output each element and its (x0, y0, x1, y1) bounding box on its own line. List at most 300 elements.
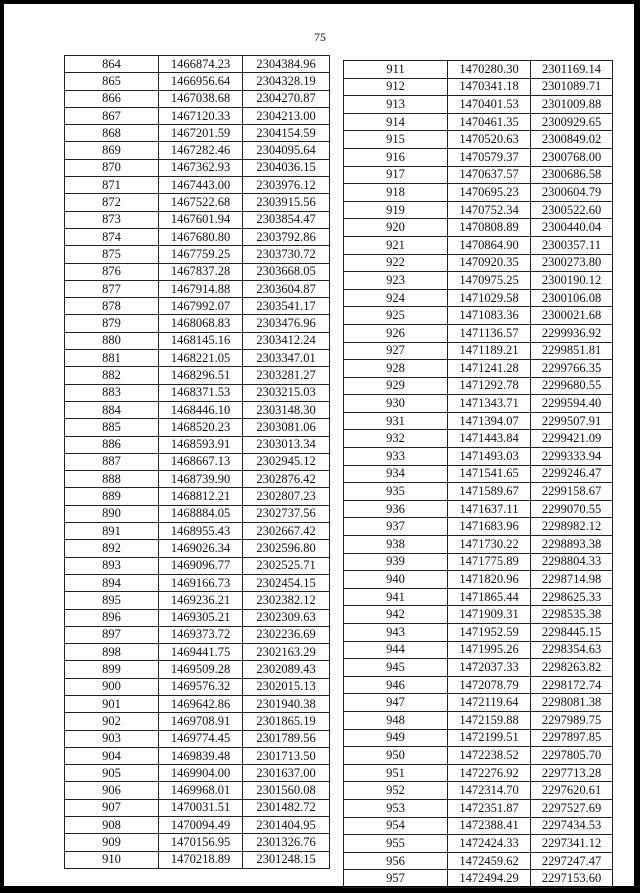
x-coordinate-cell: 1468221.05 (159, 350, 243, 367)
x-coordinate-cell: 1470579.37 (448, 148, 531, 166)
table-row (65, 488, 330, 505)
x-coordinate-cell: 1469236.21 (159, 592, 243, 609)
x-coordinate-cell: 1470520.63 (448, 131, 531, 149)
y-coordinate-cell: 2297153.60 (531, 870, 613, 888)
x-coordinate-cell: 1469096.77 (159, 557, 243, 574)
x-coordinate-cell: 1472199.51 (448, 729, 531, 747)
x-coordinate-cell: 1471541.65 (448, 465, 531, 483)
x-coordinate-cell: 1470808.89 (448, 219, 531, 237)
x-coordinate-cell: 1470218.89 (159, 851, 243, 868)
x-coordinate-cell: 1467914.88 (159, 280, 243, 297)
table-row (344, 61, 613, 79)
y-coordinate-cell: 2301482.72 (243, 799, 330, 816)
y-coordinate-cell: 2302309.63 (243, 609, 330, 626)
y-coordinate-cell: 2302454.15 (243, 574, 330, 591)
y-coordinate-cell: 2300106.08 (531, 289, 613, 307)
point-number-cell: 931 (344, 412, 448, 430)
table-row (65, 384, 330, 401)
x-coordinate-cell: 1469708.91 (159, 713, 243, 730)
table-row (65, 834, 330, 851)
y-coordinate-cell: 2302737.56 (243, 505, 330, 522)
x-coordinate-cell: 1469839.48 (159, 747, 243, 764)
y-coordinate-cell: 2300190.12 (531, 272, 613, 290)
point-number-cell: 928 (344, 360, 448, 378)
y-coordinate-cell: 2301009.88 (531, 96, 613, 114)
x-coordinate-cell: 1467759.25 (159, 246, 243, 263)
point-number-cell: 879 (65, 315, 159, 332)
table-row (65, 228, 330, 245)
table-row (65, 125, 330, 142)
table-row (65, 730, 330, 747)
point-number-cell: 914 (344, 113, 448, 131)
table-row (65, 678, 330, 695)
point-number-cell: 882 (65, 367, 159, 384)
point-number-cell: 934 (344, 465, 448, 483)
point-number-cell: 954 (344, 817, 448, 835)
x-coordinate-cell: 1471241.28 (448, 360, 531, 378)
table-row (65, 505, 330, 522)
table-row (344, 676, 613, 694)
x-coordinate-cell: 1468739.90 (159, 471, 243, 488)
y-coordinate-cell: 2298445.15 (531, 624, 613, 642)
table-row (344, 113, 613, 131)
point-number-cell: 907 (65, 799, 159, 816)
x-coordinate-cell: 1467282.46 (159, 142, 243, 159)
x-coordinate-cell: 1471343.71 (448, 395, 531, 413)
y-coordinate-cell: 2300273.80 (531, 254, 613, 272)
table-row (65, 557, 330, 574)
y-coordinate-cell: 2299421.09 (531, 430, 613, 448)
y-coordinate-cell: 2304095.64 (243, 142, 330, 159)
y-coordinate-cell: 2299333.94 (531, 448, 613, 466)
y-coordinate-cell: 2303148.30 (243, 401, 330, 418)
y-coordinate-cell: 2298714.98 (531, 571, 613, 589)
point-number-cell: 938 (344, 536, 448, 554)
x-coordinate-cell: 1472159.88 (448, 711, 531, 729)
x-coordinate-cell: 1472238.52 (448, 747, 531, 765)
point-number-cell: 871 (65, 177, 159, 194)
x-coordinate-cell: 1472037.33 (448, 659, 531, 677)
point-number-cell: 957 (344, 870, 448, 888)
x-coordinate-cell: 1467522.68 (159, 194, 243, 211)
x-coordinate-cell: 1470341.18 (448, 78, 531, 96)
point-number-cell: 925 (344, 307, 448, 325)
point-number-cell: 869 (65, 142, 159, 159)
table-row (344, 184, 613, 202)
y-coordinate-cell: 2299507.91 (531, 412, 613, 430)
y-coordinate-cell: 2304328.19 (243, 73, 330, 90)
point-number-cell: 898 (65, 644, 159, 661)
point-number-cell: 878 (65, 298, 159, 315)
table-row (65, 211, 330, 228)
table-row (344, 377, 613, 395)
table-row (65, 817, 330, 834)
table-row (344, 835, 613, 853)
y-coordinate-cell: 2302163.29 (243, 644, 330, 661)
x-coordinate-cell: 1471443.84 (448, 430, 531, 448)
y-coordinate-cell: 2298081.38 (531, 694, 613, 712)
point-number-cell: 899 (65, 661, 159, 678)
y-coordinate-cell: 2297713.28 (531, 764, 613, 782)
y-coordinate-cell: 2297805.70 (531, 747, 613, 765)
x-coordinate-cell: 1467443.00 (159, 177, 243, 194)
y-coordinate-cell: 2303347.01 (243, 350, 330, 367)
table-row (344, 96, 613, 114)
x-coordinate-cell: 1468296.51 (159, 367, 243, 384)
table-row (344, 588, 613, 606)
point-number-cell: 923 (344, 272, 448, 290)
x-coordinate-cell: 1468520.23 (159, 419, 243, 436)
point-number-cell: 894 (65, 574, 159, 591)
point-number-cell: 930 (344, 395, 448, 413)
table-row (344, 500, 613, 518)
y-coordinate-cell: 2304036.15 (243, 159, 330, 176)
x-coordinate-cell: 1468145.16 (159, 332, 243, 349)
y-coordinate-cell: 2300440.04 (531, 219, 613, 237)
point-number-cell: 949 (344, 729, 448, 747)
x-coordinate-cell: 1468812.21 (159, 488, 243, 505)
x-coordinate-cell: 1471394.07 (448, 412, 531, 430)
table-row (344, 272, 613, 290)
point-number-cell: 891 (65, 523, 159, 540)
point-number-cell: 909 (65, 834, 159, 851)
y-coordinate-cell: 2303476.96 (243, 315, 330, 332)
table-row (344, 219, 613, 237)
point-number-cell: 904 (65, 747, 159, 764)
table-row (65, 782, 330, 799)
x-coordinate-cell: 1471029.58 (448, 289, 531, 307)
x-coordinate-cell: 1469166.73 (159, 574, 243, 591)
table-row (65, 107, 330, 124)
table-row (65, 298, 330, 315)
y-coordinate-cell: 2302596.80 (243, 540, 330, 557)
table-row (344, 782, 613, 800)
point-number-cell: 872 (65, 194, 159, 211)
y-coordinate-cell: 2298172.74 (531, 676, 613, 694)
x-coordinate-cell: 1467201.59 (159, 125, 243, 142)
point-number-cell: 910 (65, 851, 159, 868)
y-coordinate-cell: 2301560.08 (243, 782, 330, 799)
y-coordinate-cell: 2302807.23 (243, 488, 330, 505)
x-coordinate-cell: 1470975.25 (448, 272, 531, 290)
x-coordinate-cell: 1471189.21 (448, 342, 531, 360)
point-number-cell: 912 (344, 78, 448, 96)
x-coordinate-cell: 1472459.62 (448, 852, 531, 870)
point-number-cell: 946 (344, 676, 448, 694)
table-row (344, 870, 613, 888)
table-row (344, 694, 613, 712)
table-row (65, 851, 330, 868)
x-coordinate-cell: 1472119.64 (448, 694, 531, 712)
point-number-cell: 902 (65, 713, 159, 730)
x-coordinate-cell: 1468371.53 (159, 384, 243, 401)
table-row (344, 78, 613, 96)
y-coordinate-cell: 2298804.33 (531, 553, 613, 571)
x-coordinate-cell: 1471909.31 (448, 606, 531, 624)
table-row (344, 852, 613, 870)
table-row (344, 711, 613, 729)
y-coordinate-cell: 2303730.72 (243, 246, 330, 263)
table-row (65, 246, 330, 263)
y-coordinate-cell: 2303792.86 (243, 228, 330, 245)
point-number-cell: 888 (65, 471, 159, 488)
table-row (65, 142, 330, 159)
x-coordinate-cell: 1470156.95 (159, 834, 243, 851)
point-number-cell: 916 (344, 148, 448, 166)
y-coordinate-cell: 2299766.35 (531, 360, 613, 378)
table-row (344, 553, 613, 571)
y-coordinate-cell: 2298625.33 (531, 588, 613, 606)
point-number-cell: 865 (65, 73, 159, 90)
table-row (344, 448, 613, 466)
point-number-cell: 932 (344, 430, 448, 448)
y-coordinate-cell: 2301248.15 (243, 851, 330, 868)
y-coordinate-cell: 2301637.00 (243, 765, 330, 782)
table-row (65, 56, 330, 73)
table-row (344, 360, 613, 378)
table-row (65, 626, 330, 643)
x-coordinate-cell: 1467038.68 (159, 90, 243, 107)
table-row (344, 412, 613, 430)
table-row (344, 395, 613, 413)
point-number-cell: 955 (344, 835, 448, 853)
table-row (344, 641, 613, 659)
y-coordinate-cell: 2302945.12 (243, 453, 330, 470)
x-coordinate-cell: 1471683.96 (448, 518, 531, 536)
table-row (65, 540, 330, 557)
y-coordinate-cell: 2302382.12 (243, 592, 330, 609)
point-number-cell: 935 (344, 483, 448, 501)
y-coordinate-cell: 2299936.92 (531, 324, 613, 342)
table-row (344, 307, 613, 325)
table-row (65, 661, 330, 678)
y-coordinate-cell: 2300686.58 (531, 166, 613, 184)
point-number-cell: 877 (65, 280, 159, 297)
table-row (344, 236, 613, 254)
y-coordinate-cell: 2299851.81 (531, 342, 613, 360)
x-coordinate-cell: 1468667.13 (159, 453, 243, 470)
table-row (344, 606, 613, 624)
x-coordinate-cell: 1468446.10 (159, 401, 243, 418)
table-row (344, 483, 613, 501)
x-coordinate-cell: 1469509.28 (159, 661, 243, 678)
point-number-cell: 936 (344, 500, 448, 518)
table-row (344, 131, 613, 149)
point-number-cell: 941 (344, 588, 448, 606)
table-row (65, 695, 330, 712)
page-number: 75 (314, 30, 326, 44)
y-coordinate-cell: 2301404.95 (243, 817, 330, 834)
table-row (65, 419, 330, 436)
table-row (65, 315, 330, 332)
x-coordinate-cell: 1471136.57 (448, 324, 531, 342)
x-coordinate-cell: 1469642.86 (159, 695, 243, 712)
y-coordinate-cell: 2297341.12 (531, 835, 613, 853)
table-row (65, 453, 330, 470)
y-coordinate-cell: 2297527.69 (531, 799, 613, 817)
x-coordinate-cell: 1471820.96 (448, 571, 531, 589)
table-row (65, 350, 330, 367)
x-coordinate-cell: 1470401.53 (448, 96, 531, 114)
y-coordinate-cell: 2302667.42 (243, 523, 330, 540)
point-number-cell: 913 (344, 96, 448, 114)
point-number-cell: 885 (65, 419, 159, 436)
point-number-cell: 873 (65, 211, 159, 228)
point-number-cell: 945 (344, 659, 448, 677)
point-number-cell: 881 (65, 350, 159, 367)
point-number-cell: 933 (344, 448, 448, 466)
table-row (344, 518, 613, 536)
y-coordinate-cell: 2299158.67 (531, 483, 613, 501)
table-row (65, 644, 330, 661)
y-coordinate-cell: 2299246.47 (531, 465, 613, 483)
y-coordinate-cell: 2297989.75 (531, 711, 613, 729)
point-number-cell: 918 (344, 184, 448, 202)
x-coordinate-cell: 1469373.72 (159, 626, 243, 643)
point-number-cell: 947 (344, 694, 448, 712)
table-row (65, 523, 330, 540)
table-row (344, 430, 613, 448)
x-coordinate-cell: 1471083.36 (448, 307, 531, 325)
x-coordinate-cell: 1469576.32 (159, 678, 243, 695)
y-coordinate-cell: 2301089.71 (531, 78, 613, 96)
table-row (344, 571, 613, 589)
point-number-cell: 917 (344, 166, 448, 184)
y-coordinate-cell: 2301865.19 (243, 713, 330, 730)
x-coordinate-cell: 1472276.92 (448, 764, 531, 782)
x-coordinate-cell: 1469026.34 (159, 540, 243, 557)
point-number-cell: 924 (344, 289, 448, 307)
table-row (344, 166, 613, 184)
y-coordinate-cell: 2300604.79 (531, 184, 613, 202)
point-number-cell: 905 (65, 765, 159, 782)
table-row (344, 799, 613, 817)
x-coordinate-cell: 1469305.21 (159, 609, 243, 626)
table-row (65, 194, 330, 211)
y-coordinate-cell: 2304213.00 (243, 107, 330, 124)
y-coordinate-cell: 2303915.56 (243, 194, 330, 211)
point-number-cell: 874 (65, 228, 159, 245)
point-number-cell: 920 (344, 219, 448, 237)
point-number-cell: 939 (344, 553, 448, 571)
table-row (65, 747, 330, 764)
x-coordinate-cell: 1470695.23 (448, 184, 531, 202)
point-number-cell: 906 (65, 782, 159, 799)
y-coordinate-cell: 2297620.61 (531, 782, 613, 800)
y-coordinate-cell: 2303854.47 (243, 211, 330, 228)
point-number-cell: 919 (344, 201, 448, 219)
y-coordinate-cell: 2302876.42 (243, 471, 330, 488)
table-row (65, 263, 330, 280)
table-row (65, 436, 330, 453)
table-row (344, 747, 613, 765)
table-row (65, 592, 330, 609)
table-row (65, 401, 330, 418)
y-coordinate-cell: 2301713.50 (243, 747, 330, 764)
x-coordinate-cell: 1468068.83 (159, 315, 243, 332)
point-number-cell: 876 (65, 263, 159, 280)
x-coordinate-cell: 1466956.64 (159, 73, 243, 90)
table-row (65, 799, 330, 816)
x-coordinate-cell: 1471775.89 (448, 553, 531, 571)
table-row (65, 765, 330, 782)
y-coordinate-cell: 2302089.43 (243, 661, 330, 678)
point-number-cell: 875 (65, 246, 159, 263)
point-number-cell: 953 (344, 799, 448, 817)
point-number-cell: 880 (65, 332, 159, 349)
point-number-cell: 883 (65, 384, 159, 401)
point-number-cell: 921 (344, 236, 448, 254)
y-coordinate-cell: 2301169.14 (531, 61, 613, 79)
x-coordinate-cell: 1472494.29 (448, 870, 531, 888)
table-row (344, 342, 613, 360)
x-coordinate-cell: 1470752.34 (448, 201, 531, 219)
table-row (65, 280, 330, 297)
table-row (344, 659, 613, 677)
point-number-cell: 866 (65, 90, 159, 107)
x-coordinate-cell: 1468955.43 (159, 523, 243, 540)
point-number-cell: 895 (65, 592, 159, 609)
point-number-cell: 887 (65, 453, 159, 470)
point-number-cell: 870 (65, 159, 159, 176)
table-row (344, 764, 613, 782)
y-coordinate-cell: 2300768.00 (531, 148, 613, 166)
y-coordinate-cell: 2303081.06 (243, 419, 330, 436)
table-row (344, 201, 613, 219)
y-coordinate-cell: 2303215.03 (243, 384, 330, 401)
x-coordinate-cell: 1467837.28 (159, 263, 243, 280)
table-row (65, 159, 330, 176)
x-coordinate-cell: 1471493.03 (448, 448, 531, 466)
y-coordinate-cell: 2303668.05 (243, 263, 330, 280)
table-row (65, 73, 330, 90)
y-coordinate-cell: 2303281.27 (243, 367, 330, 384)
y-coordinate-cell: 2303604.87 (243, 280, 330, 297)
x-coordinate-cell: 1472314.70 (448, 782, 531, 800)
y-coordinate-cell: 2298893.38 (531, 536, 613, 554)
table-row (344, 624, 613, 642)
y-coordinate-cell: 2302236.69 (243, 626, 330, 643)
y-coordinate-cell: 2301940.38 (243, 695, 330, 712)
y-coordinate-cell: 2298535.38 (531, 606, 613, 624)
x-coordinate-cell: 1470864.90 (448, 236, 531, 254)
y-coordinate-cell: 2300522.60 (531, 201, 613, 219)
table-row (344, 465, 613, 483)
x-coordinate-cell: 1469904.00 (159, 765, 243, 782)
x-coordinate-cell: 1467120.33 (159, 107, 243, 124)
point-number-cell: 940 (344, 571, 448, 589)
point-number-cell: 929 (344, 377, 448, 395)
table-row (344, 148, 613, 166)
point-number-cell: 884 (65, 401, 159, 418)
point-number-cell: 956 (344, 852, 448, 870)
point-number-cell: 943 (344, 624, 448, 642)
coordinates-table-left (64, 55, 330, 869)
table-row (65, 609, 330, 626)
point-number-cell: 867 (65, 107, 159, 124)
y-coordinate-cell: 2304270.87 (243, 90, 330, 107)
point-number-cell: 944 (344, 641, 448, 659)
y-coordinate-cell: 2297247.47 (531, 852, 613, 870)
point-number-cell: 893 (65, 557, 159, 574)
table-row (65, 367, 330, 384)
y-coordinate-cell: 2298263.82 (531, 659, 613, 677)
y-coordinate-cell: 2304154.59 (243, 125, 330, 142)
point-number-cell: 926 (344, 324, 448, 342)
table-row (65, 574, 330, 591)
y-coordinate-cell: 2298982.12 (531, 518, 613, 536)
point-number-cell: 922 (344, 254, 448, 272)
